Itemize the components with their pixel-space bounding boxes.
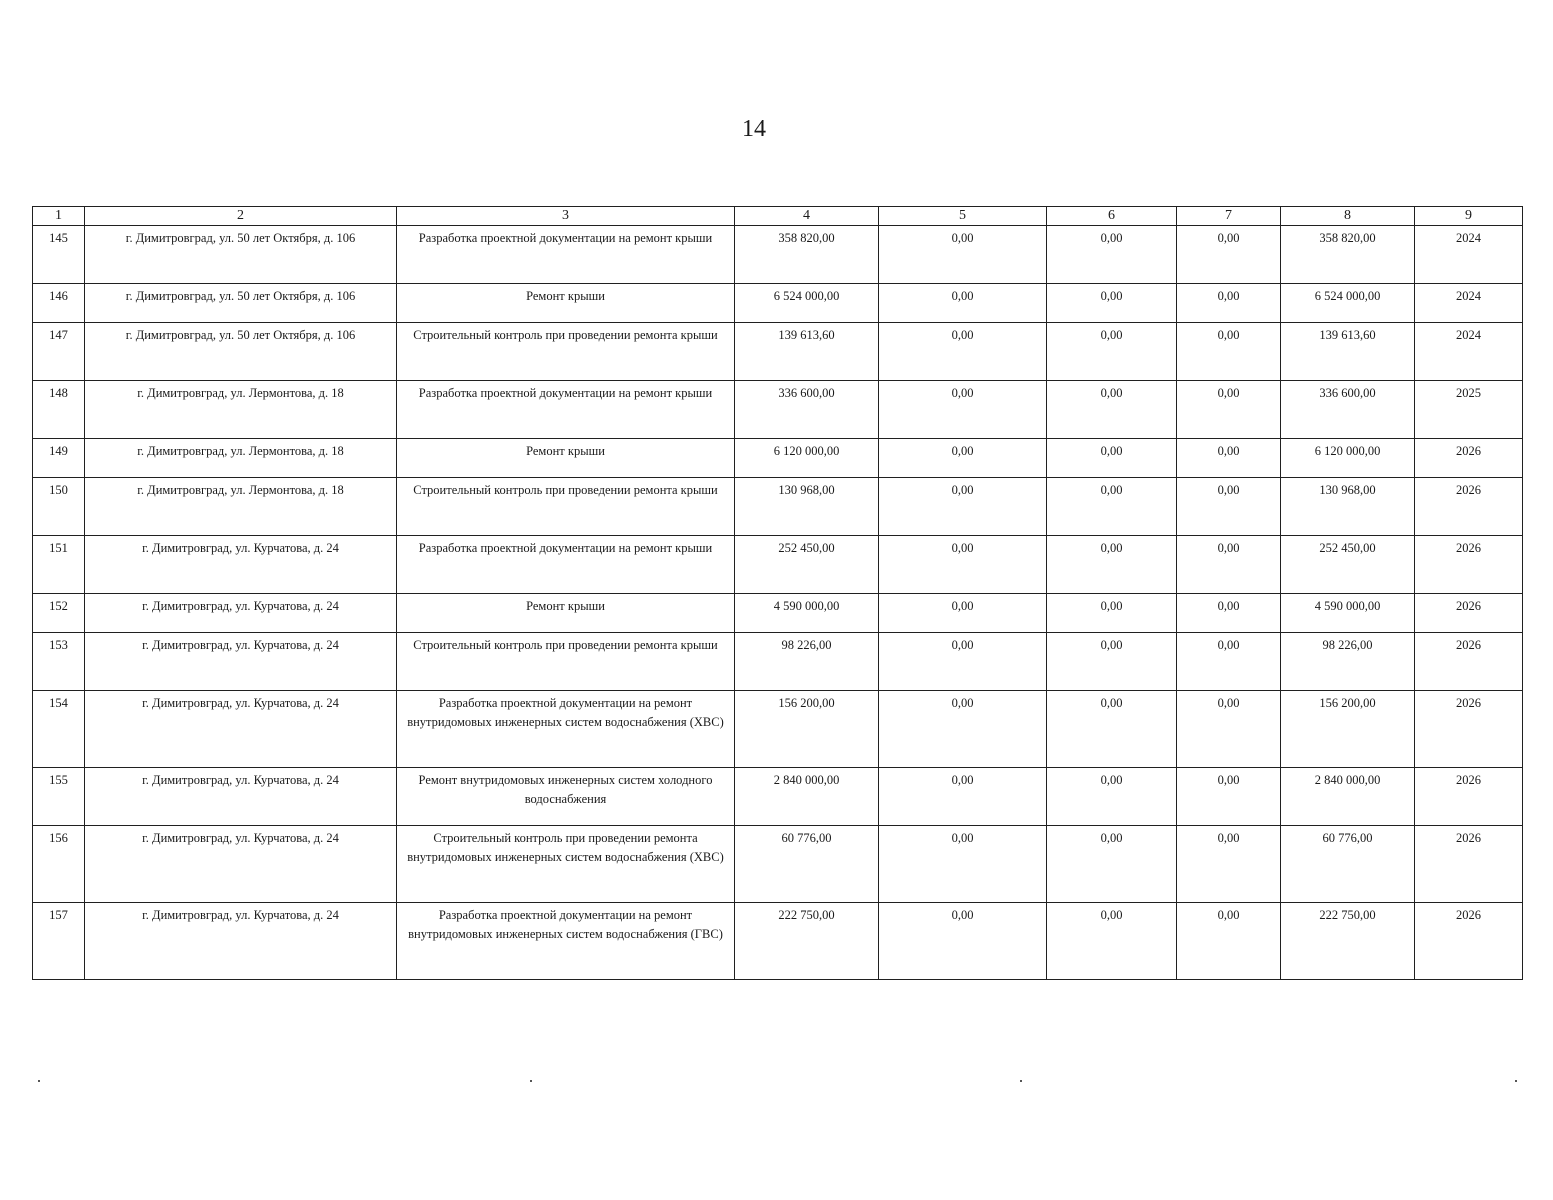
year-cell: 2026 <box>1415 768 1523 826</box>
budget-cell: 0,00 <box>1047 226 1177 284</box>
local-budget-cell: 0,00 <box>1177 323 1281 381</box>
address-cell: г. Димитровград, ул. Лермонтова, д. 18 <box>85 439 397 478</box>
owner-funds-cell: 6 524 000,00 <box>1281 284 1415 323</box>
total-cost-cell: 4 590 000,00 <box>735 594 879 633</box>
total-cost-cell: 6 120 000,00 <box>735 439 879 478</box>
year-cell: 2026 <box>1415 536 1523 594</box>
local-budget-cell: 0,00 <box>1177 439 1281 478</box>
column-header: 3 <box>397 207 735 226</box>
column-number-row <box>33 207 1523 226</box>
budget-cell: 0,00 <box>1047 284 1177 323</box>
address-cell: г. Димитровград, ул. Лермонтова, д. 18 <box>85 381 397 439</box>
owner-funds-cell: 252 450,00 <box>1281 536 1415 594</box>
owner-funds-cell: 130 968,00 <box>1281 478 1415 536</box>
total-cost-cell: 130 968,00 <box>735 478 879 536</box>
column-header: 1 <box>33 207 85 226</box>
row-number: 155 <box>33 768 85 826</box>
total-cost-cell: 156 200,00 <box>735 691 879 768</box>
local-budget-cell: 0,00 <box>1177 826 1281 903</box>
year-cell: 2026 <box>1415 478 1523 536</box>
local-budget-cell: 0,00 <box>1177 903 1281 980</box>
table-row <box>33 594 1523 633</box>
budget-cell: 0,00 <box>1047 323 1177 381</box>
row-number: 146 <box>33 284 85 323</box>
work-type-cell: Разработка проектной документации на ремонт внутридомовых инженерных систем водоснабжения (ГВС) <box>397 903 735 980</box>
column-header: 8 <box>1281 207 1415 226</box>
owner-funds-cell: 98 226,00 <box>1281 633 1415 691</box>
fund-cell: 0,00 <box>879 284 1047 323</box>
fund-cell: 0,00 <box>879 633 1047 691</box>
address-cell: г. Димитровград, ул. Лермонтова, д. 18 <box>85 478 397 536</box>
address-cell: г. Димитровград, ул. Курчатова, д. 24 <box>85 594 397 633</box>
owner-funds-cell: 6 120 000,00 <box>1281 439 1415 478</box>
budget-cell: 0,00 <box>1047 381 1177 439</box>
fund-cell: 0,00 <box>879 594 1047 633</box>
table-row <box>33 478 1523 536</box>
fund-cell: 0,00 <box>879 826 1047 903</box>
local-budget-cell: 0,00 <box>1177 284 1281 323</box>
budget-cell: 0,00 <box>1047 633 1177 691</box>
table-row <box>33 826 1523 903</box>
fund-cell: 0,00 <box>879 323 1047 381</box>
row-number: 150 <box>33 478 85 536</box>
row-number: 157 <box>33 903 85 980</box>
row-number: 145 <box>33 226 85 284</box>
work-type-cell: Разработка проектной документации на ремонт крыши <box>397 536 735 594</box>
fund-cell: 0,00 <box>879 536 1047 594</box>
column-header: 7 <box>1177 207 1281 226</box>
fund-cell: 0,00 <box>879 768 1047 826</box>
table-row <box>33 691 1523 768</box>
budget-cell: 0,00 <box>1047 439 1177 478</box>
scan-mark <box>1020 1080 1022 1082</box>
scan-mark <box>38 1080 40 1082</box>
total-cost-cell: 222 750,00 <box>735 903 879 980</box>
total-cost-cell: 60 776,00 <box>735 826 879 903</box>
column-header: 2 <box>85 207 397 226</box>
fund-cell: 0,00 <box>879 439 1047 478</box>
table-row <box>33 536 1523 594</box>
scan-mark <box>1515 1080 1517 1082</box>
year-cell: 2026 <box>1415 633 1523 691</box>
work-type-cell: Разработка проектной документации на ремонт внутридомовых инженерных систем водоснабжения (ХВС) <box>397 691 735 768</box>
total-cost-cell: 6 524 000,00 <box>735 284 879 323</box>
total-cost-cell: 98 226,00 <box>735 633 879 691</box>
local-budget-cell: 0,00 <box>1177 691 1281 768</box>
column-header: 6 <box>1047 207 1177 226</box>
year-cell: 2026 <box>1415 903 1523 980</box>
owner-funds-cell: 336 600,00 <box>1281 381 1415 439</box>
budget-cell: 0,00 <box>1047 691 1177 768</box>
total-cost-cell: 139 613,60 <box>735 323 879 381</box>
year-cell: 2026 <box>1415 691 1523 768</box>
table-row <box>33 284 1523 323</box>
table-row <box>33 381 1523 439</box>
year-cell: 2026 <box>1415 439 1523 478</box>
work-type-cell: Строительный контроль при проведении ремонта крыши <box>397 633 735 691</box>
total-cost-cell: 2 840 000,00 <box>735 768 879 826</box>
table-row <box>33 768 1523 826</box>
table-row <box>33 903 1523 980</box>
work-type-cell: Строительный контроль при проведении ремонта внутридомовых инженерных систем водоснабжения (ХВС) <box>397 826 735 903</box>
local-budget-cell: 0,00 <box>1177 381 1281 439</box>
budget-cell: 0,00 <box>1047 536 1177 594</box>
address-cell: г. Димитровград, ул. Курчатова, д. 24 <box>85 768 397 826</box>
row-number: 147 <box>33 323 85 381</box>
year-cell: 2026 <box>1415 826 1523 903</box>
local-budget-cell: 0,00 <box>1177 768 1281 826</box>
total-cost-cell: 358 820,00 <box>735 226 879 284</box>
column-header: 5 <box>879 207 1047 226</box>
owner-funds-cell: 2 840 000,00 <box>1281 768 1415 826</box>
owner-funds-cell: 4 590 000,00 <box>1281 594 1415 633</box>
row-number: 156 <box>33 826 85 903</box>
row-number: 148 <box>33 381 85 439</box>
work-type-cell: Ремонт крыши <box>397 284 735 323</box>
local-budget-cell: 0,00 <box>1177 478 1281 536</box>
table-row <box>33 439 1523 478</box>
work-type-cell: Строительный контроль при проведении ремонта крыши <box>397 323 735 381</box>
column-header: 9 <box>1415 207 1523 226</box>
budget-cell: 0,00 <box>1047 594 1177 633</box>
fund-cell: 0,00 <box>879 381 1047 439</box>
address-cell: г. Димитровград, ул. Курчатова, д. 24 <box>85 826 397 903</box>
scan-mark <box>530 1080 532 1082</box>
total-cost-cell: 336 600,00 <box>735 381 879 439</box>
work-type-cell: Строительный контроль при проведении ремонта крыши <box>397 478 735 536</box>
owner-funds-cell: 139 613,60 <box>1281 323 1415 381</box>
fund-cell: 0,00 <box>879 903 1047 980</box>
row-number: 149 <box>33 439 85 478</box>
table-row <box>33 323 1523 381</box>
row-number: 154 <box>33 691 85 768</box>
address-cell: г. Димитровград, ул. 50 лет Октября, д. 106 <box>85 226 397 284</box>
year-cell: 2024 <box>1415 323 1523 381</box>
work-type-cell: Разработка проектной документации на ремонт крыши <box>397 226 735 284</box>
owner-funds-cell: 60 776,00 <box>1281 826 1415 903</box>
local-budget-cell: 0,00 <box>1177 594 1281 633</box>
year-cell: 2025 <box>1415 381 1523 439</box>
address-cell: г. Димитровград, ул. Курчатова, д. 24 <box>85 691 397 768</box>
local-budget-cell: 0,00 <box>1177 226 1281 284</box>
column-header: 4 <box>735 207 879 226</box>
address-cell: г. Димитровград, ул. 50 лет Октября, д. 106 <box>85 323 397 381</box>
table-row <box>33 633 1523 691</box>
work-type-cell: Ремонт внутридомовых инженерных систем холодного водоснабжения <box>397 768 735 826</box>
work-type-cell: Разработка проектной документации на ремонт крыши <box>397 381 735 439</box>
fund-cell: 0,00 <box>879 226 1047 284</box>
address-cell: г. Димитровград, ул. Курчатова, д. 24 <box>85 633 397 691</box>
year-cell: 2024 <box>1415 284 1523 323</box>
total-cost-cell: 252 450,00 <box>735 536 879 594</box>
repair-program-table <box>32 206 1523 980</box>
fund-cell: 0,00 <box>879 478 1047 536</box>
year-cell: 2024 <box>1415 226 1523 284</box>
row-number: 151 <box>33 536 85 594</box>
table-row <box>33 226 1523 284</box>
budget-cell: 0,00 <box>1047 768 1177 826</box>
owner-funds-cell: 358 820,00 <box>1281 226 1415 284</box>
work-type-cell: Ремонт крыши <box>397 439 735 478</box>
address-cell: г. Димитровград, ул. Курчатова, д. 24 <box>85 536 397 594</box>
year-cell: 2026 <box>1415 594 1523 633</box>
table-body <box>33 207 1523 980</box>
address-cell: г. Димитровград, ул. Курчатова, д. 24 <box>85 903 397 980</box>
budget-cell: 0,00 <box>1047 478 1177 536</box>
owner-funds-cell: 222 750,00 <box>1281 903 1415 980</box>
address-cell: г. Димитровград, ул. 50 лет Октября, д. 106 <box>85 284 397 323</box>
work-type-cell: Ремонт крыши <box>397 594 735 633</box>
row-number: 153 <box>33 633 85 691</box>
owner-funds-cell: 156 200,00 <box>1281 691 1415 768</box>
fund-cell: 0,00 <box>879 691 1047 768</box>
row-number: 152 <box>33 594 85 633</box>
budget-cell: 0,00 <box>1047 903 1177 980</box>
local-budget-cell: 0,00 <box>1177 633 1281 691</box>
local-budget-cell: 0,00 <box>1177 536 1281 594</box>
page-number: 14 <box>742 116 766 142</box>
budget-cell: 0,00 <box>1047 826 1177 903</box>
